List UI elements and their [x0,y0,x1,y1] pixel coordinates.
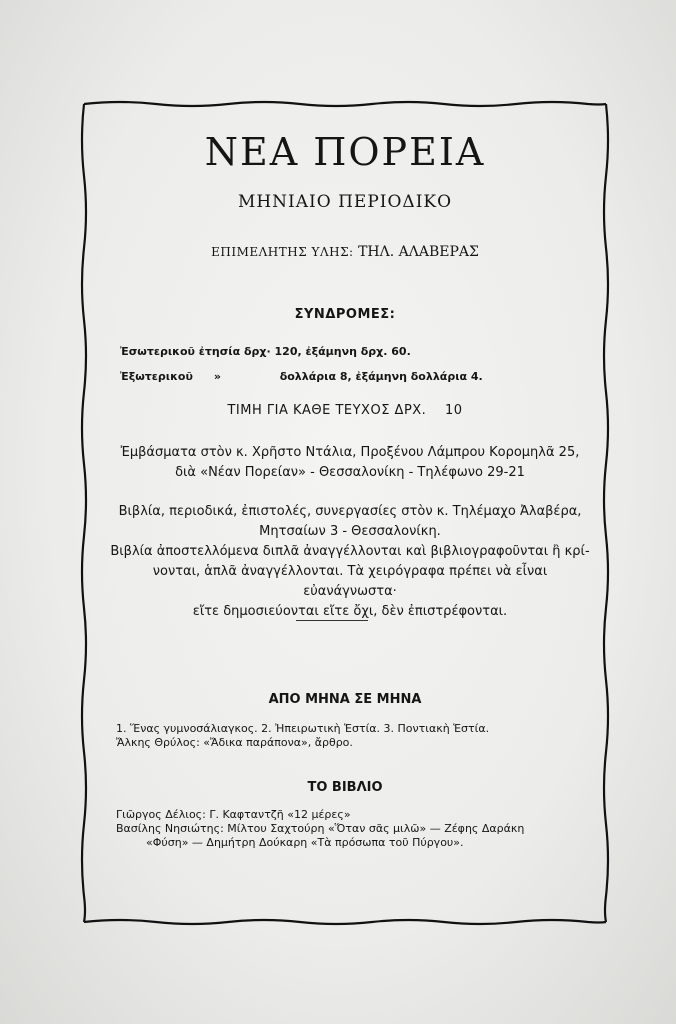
border-bottom [84,920,606,924]
foreign-ditto: » [213,370,221,383]
border-left [82,104,86,922]
payments-paragraph [110,443,590,483]
correspondence-line-5: εἴτε δημοσιεύονται εἴτε ὄχι, δὲν ἐπιστρέφονται. [192,604,508,619]
border-right [604,104,608,922]
editor-line [80,244,610,260]
month-section-list [116,722,489,750]
correspondence-line-4: νονται, ἁπλᾶ ἀναγγέλλονται. Τὰ χειρόγραφα πρέπει νὰ εἶναι εὐανάγνωστα· [152,564,548,599]
editor-label: ΕΠΙΜΕΛΗΤΗΣ ΥΛΗΣ: [211,245,354,259]
correspondence-line-2: Μητσαίων 3 - Θεσσαλονίκη. [259,524,441,539]
border-top [84,102,606,106]
price-label: ΤΙΜΗ ΓΙΑ ΚΑΘΕ ΤΕΥΧΟΣ ΔΡΧ. [227,403,427,418]
month-line-1: 1. Ἕνας γυμνοσάλιαγκος. 2. Ἠπειρωτικὴ Ἑστία. 3. Ποντιακὴ Ἑστία. [116,722,490,735]
subscription-foreign [120,370,483,383]
journal-title: ΝΕΑ ΠΟΡΕΙΑ [204,130,486,174]
book-line-3: «Φύση» — Δημήτρη Δούκαρη «Τὰ πρόσωπα τοῦ Πύργου». [146,836,464,849]
issue-price [80,403,610,418]
journal-subtitle: ΜΗΝΙΑΙΟ ΠΕΡΙΟΔΙΚΟ [237,192,453,212]
month-section-heading: ΑΠΟ ΜΗΝΑ ΣΕ ΜΗΝΑ [268,692,422,707]
correspondence-line-1: Βιβλία, περιοδικά, ἐπιστολές, συνεργασίες στὸν κ. Τηλέμαχο Ἀλαβέρα, [118,504,582,519]
editor-name: ΤΗΛ. ΑΛΑΒΕΡΑΣ [358,244,479,260]
price-value: 10 [444,403,463,418]
foreign-rates: δολλάρια 8, ἐξάμηνη δολλάρια 4. [279,370,483,383]
foreign-label: Ἐξωτερικοῦ [120,370,193,383]
month-line-2: Ἄλκης Θρύλος: «Ἄδικα παράπονα», ἄρθρο. [116,736,353,749]
book-line-1: Γιῶργος Δέλιος: Γ. Καφταντζῆ «12 μέρες» [116,808,351,821]
correspondence-line-3: Βιβλία ἀποστελλόμενα διπλᾶ ἀναγγέλλονται καὶ βιβλιογραφοῦνται ἢ κρί- [110,544,590,559]
payments-line-2: διὰ «Νέαν Πορείαν» - Θεσσαλονίκη - Τηλέφωνο 29-21 [175,465,525,480]
correspondence-paragraph [110,502,590,622]
book-line-2: Βασίλης Νησιώτης: Μίλτου Σαχτούρη «Ὅταν σᾶς μιλῶ» — Ζέφης Δαράκη [116,822,525,835]
book-section-list [116,808,524,850]
content-frame [80,100,610,926]
subscriptions-heading: ΣΥΝΔΡΟΜΕΣ: [294,307,396,322]
section-divider [296,620,368,621]
payments-line-1: Ἐμβάσματα στὸν κ. Χρῆστο Ντάλια, Προξένου Λάμπρου Κορομηλᾶ 25, [120,445,580,460]
subscription-domestic: Ἐσωτερικοῦ ἐτησία δρχ· 120, ἐξάμηνη δρχ. 60. [120,345,411,358]
book-section-heading: ΤΟ ΒΙΒΛΙΟ [307,780,383,795]
